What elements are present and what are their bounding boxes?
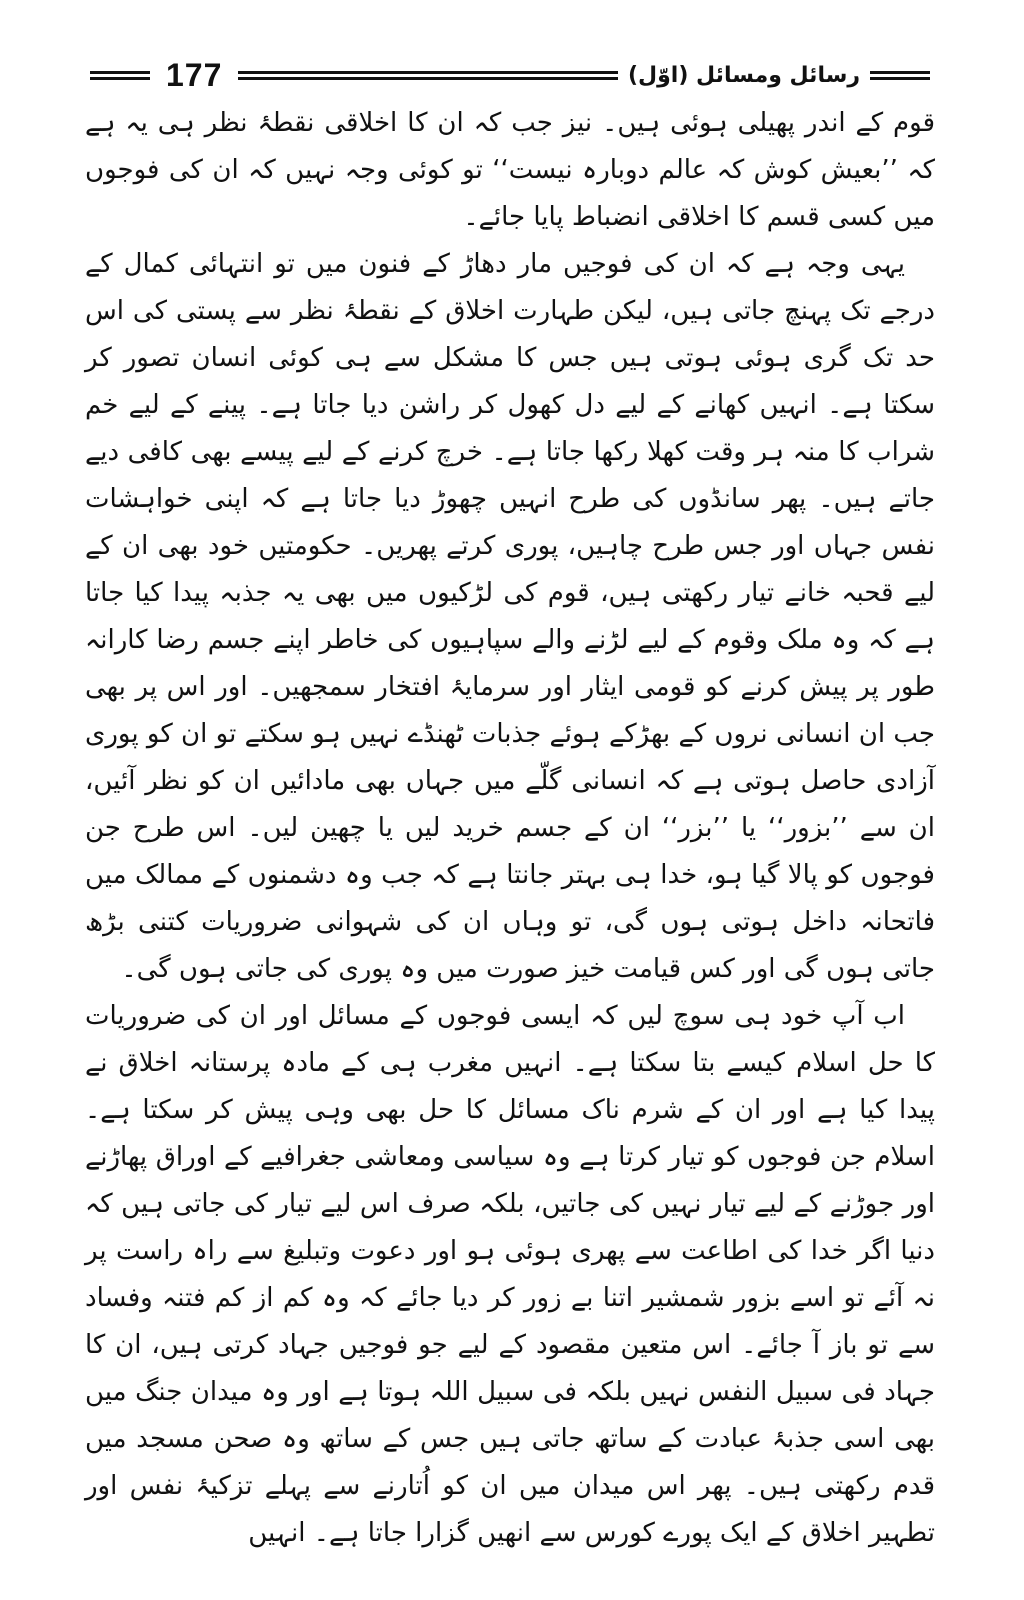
paragraph-3: اب آپ خود ہی سوچ لیں کہ ایسی فوجوں کے مسائل اور ان کی ضروریات کا حل اسلام کیسے بتا سکتا ہے۔ انہیں مغرب ہی کے مادہ پرستانہ اخلاق نے پیدا کیا ہے اور ان کے شرم ناک مسائل کا حل بھی وہی پیش کر سکتا ہے۔ اسلام جن فوجوں کو تیار کرتا ہے وہ سیاسی ومعاشی جغرافیے کے اوراق پھاڑنے اور جوڑنے کے لیے تیار نہیں کی جاتیں، بلکہ صرف اس لیے تیار کی جاتی ہیں کہ دنیا اگر خدا کی اطاعت سے پھری ہوئی ہو اور دعوت وتبلیغ سے راہ راست پر نہ آئے تو اسے بزور شمشیر اتنا بے زور کر دیا جائے کہ وہ کم از کم فتنہ وفساد سے تو باز آ جائے۔ اس متعین مقصود کے لیے جو فوجیں جہاد کرتی ہیں، ان کا جہاد فی سبیل النفس نہیں بلکہ فی سبیل اللہ ہوتا ہے اور وہ میدان جنگ میں بھی اسی جذبۂ عبادت کے ساتھ جاتی ہیں جس کے ساتھ وہ صحن مسجد میں قدم رکھتی ہیں۔ پھر اس میدان میں ان کو اُتارنے سے پہلے تزکیۂ نفس اور تطہیر اخلاق کے ایک پورے کورس سے انھیں گزارا جاتا ہے۔ انہیں bbox=[85, 1001, 935, 1548]
page-header bbox=[90, 55, 930, 95]
paragraph-2: یہی وجہ ہے کہ ان کی فوجیں مار دھاڑ کے فنون میں تو انتہائی کمال کے درجے تک پہنچ جاتی ہیں، لیکن طہارت اخلاق کے نقطۂ نظر سے پستی کی اس حد تک گری ہوئی ہوتی ہیں جس کا مشکل سے ہی کوئی انسان تصور کر سکتا ہے۔ انہیں کھانے کے لیے دل کھول کر راشن دیا جاتا ہے۔ پینے کے لیے خم شراب کا منہ ہر وقت کھلا رکھا جاتا ہے۔ خرچ کرنے کے لیے پیسے بھی کافی دیے جاتے ہیں۔ پھر سانڈوں کی طرح انہیں چھوڑ دیا جاتا ہے کہ اپنی خواہشات نفس جہاں اور جس طرح چاہیں، پوری کرتے پھریں۔ حکومتیں خود بھی ان کے لیے قحبہ خانے تیار رکھتی ہیں، قوم کی لڑکیوں میں بھی یہ جذبہ پیدا کیا جاتا ہے کہ وہ ملک وقوم کے لیے لڑنے والے سپاہیوں کی خاطر اپنے جسم رضا کارانہ طور پر پیش کرنے کو قومی ایثار اور سرمایۂ افتخار سمجھیں۔ اور اس پر بھی جب ان انسانی نروں کے بھڑکے ہوئے جذبات ٹھنڈے نہیں ہو سکتے تو ان کو پوری آزادی حاصل ہوتی ہے کہ انسانی گلّے میں جہاں بھی مادائیں ان کو نظر آئیں، ان سے ’’بزور‘‘ یا ’’بزر‘‘ ان کے جسم خرید لیں یا چھین لیں۔ اس طرح جن فوجوں کو پالا گیا ہو، خدا ہی بہتر جانتا ہے کہ جب وہ دشمنوں کے ممالک میں فاتحانہ داخل ہوتی ہوں گی، تو وہاں ان کی شہوانی ضروریات کتنی بڑھ جاتی ہوں گی اور کس قیامت خیز صورت میں وہ پوری کی جاتی ہوں گی۔ bbox=[85, 249, 935, 984]
header-rule-left bbox=[90, 71, 150, 80]
header-rule-right bbox=[870, 71, 930, 80]
header-rule-middle bbox=[238, 71, 618, 80]
page-number: 177 bbox=[166, 56, 223, 93]
paragraph-1: قوم کے اندر پھیلی ہوئی ہیں۔ نیز جب کہ ان کا اخلاقی نقطۂ نظر ہی یہ ہے کہ ’’بعیش کوش کہ عالم دوبارہ نیست‘‘ تو کوئی وجہ نہیں کہ ان کی فوجوں میں کسی قسم کا اخلاقی انضباط پایا جائے۔ bbox=[85, 108, 935, 232]
page-body bbox=[85, 100, 935, 1557]
book-title: رسائل ومسائل (اوّل) bbox=[627, 62, 860, 88]
